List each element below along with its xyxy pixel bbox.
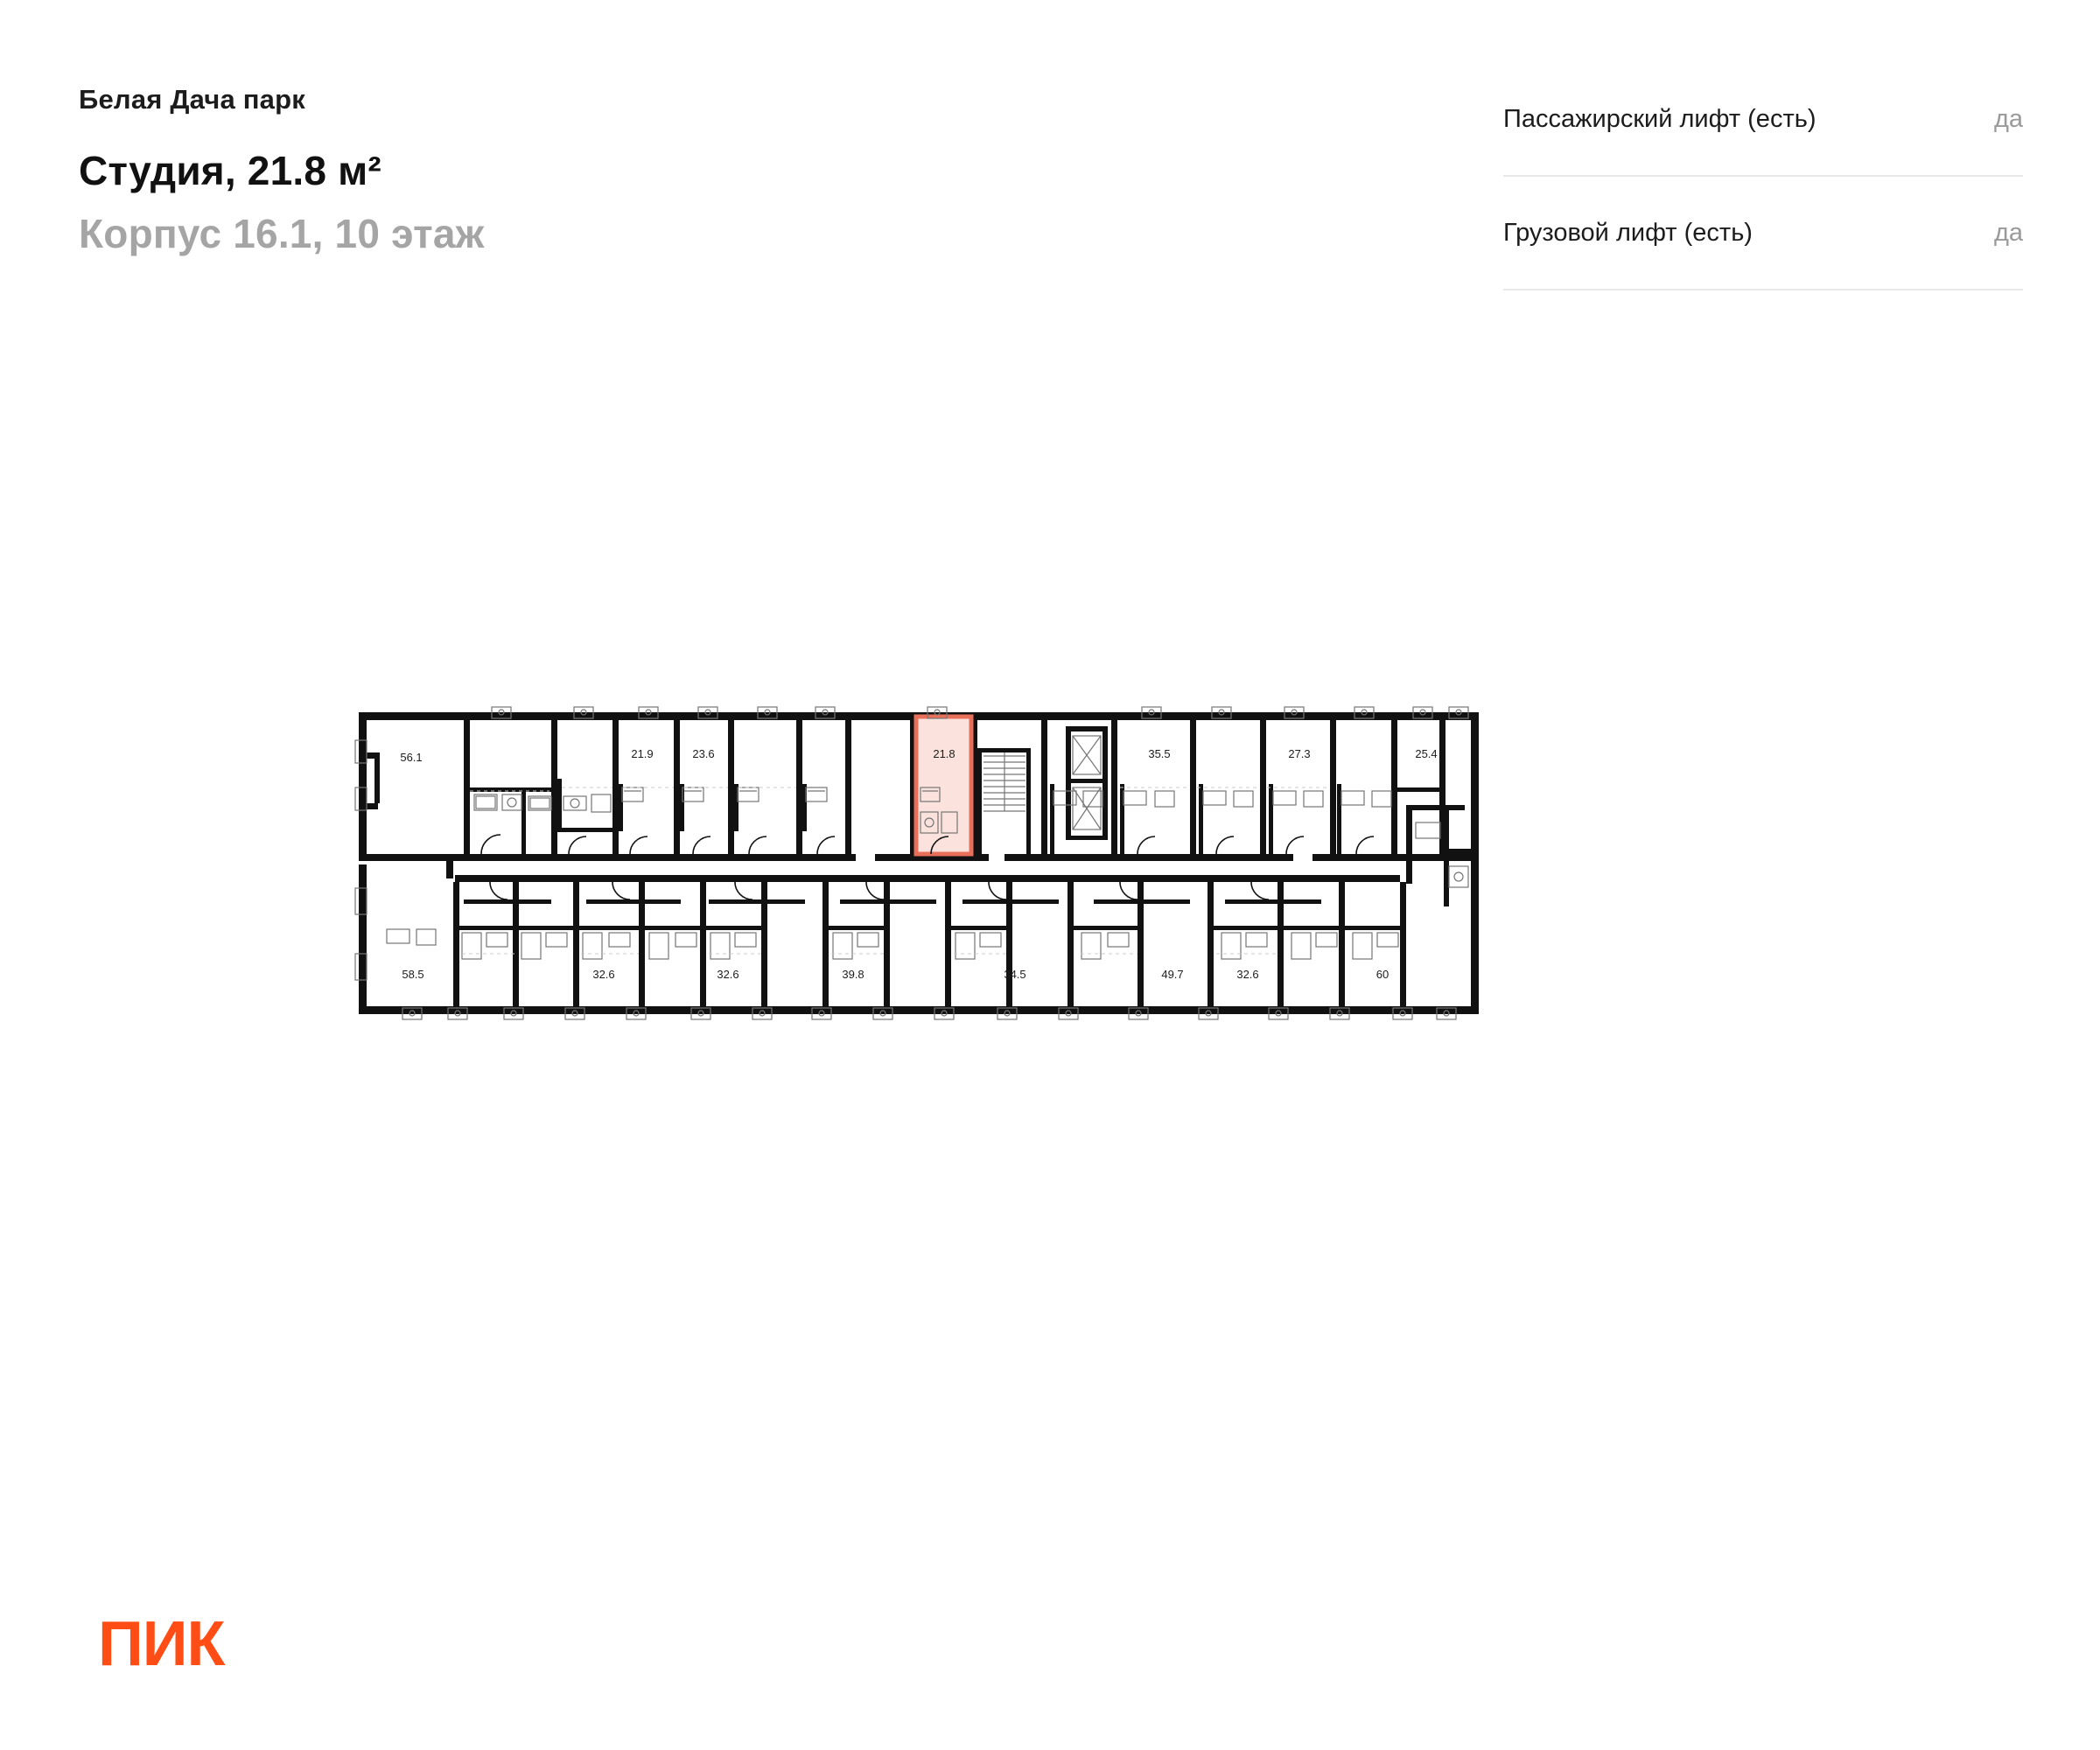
specs-list [1503,63,2023,290]
area-label: 21.9 [631,747,654,760]
area-label: 25.4 [1415,747,1438,760]
spec-value: да [1993,104,2023,133]
area-label: 49.7 [1161,968,1184,981]
floor-plan [350,700,1768,1155]
area-label-highlighted: 21.8 [933,747,956,760]
area-label: 39.8 [842,968,864,981]
area-label: 58.5 [402,968,424,981]
pik-logo: ПИК [98,1609,225,1679]
area-label: 32.6 [1236,968,1259,981]
area-label: 27.3 [1288,747,1311,760]
spec-label: Грузовой лифт (есть) [1503,218,1753,247]
project-name: Белая Дача парк [79,84,305,115]
spec-row-freight-lift [1503,177,2023,290]
spec-value: да [1993,218,2023,247]
page-title: Студия, 21.8 м² [79,148,382,193]
area-label: 56.1 [400,751,423,764]
area-label: 60 [1376,968,1390,981]
area-label: 35.5 [1148,747,1171,760]
page-subtitle: Корпус 16.1, 10 этаж [79,211,485,256]
spec-label: Пассажирский лифт (есть) [1503,104,1816,133]
area-label: 32.6 [717,968,739,981]
area-label: 23.6 [692,747,715,760]
area-label: 32.6 [592,968,615,981]
area-label: 34.5 [1004,968,1026,981]
spec-row-passenger-lift [1503,63,2023,177]
